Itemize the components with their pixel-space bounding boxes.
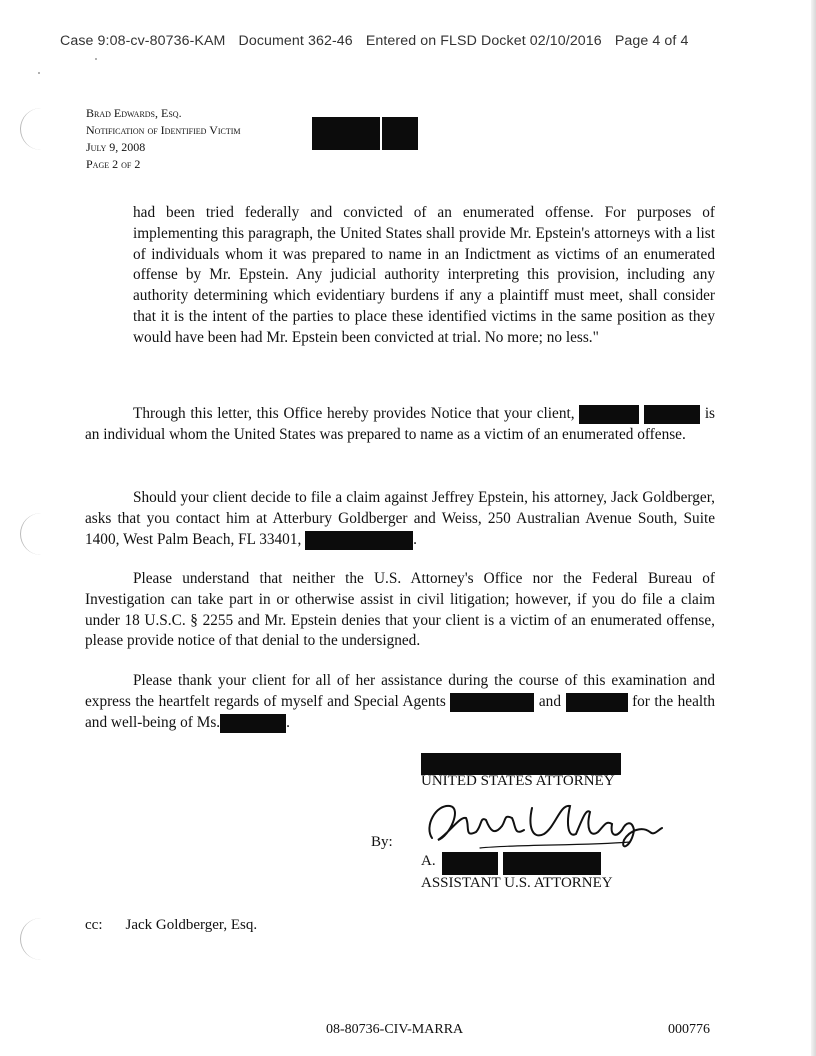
redaction-block (382, 117, 418, 150)
header-redaction (312, 117, 418, 150)
thanks-period: . (286, 713, 290, 731)
ausa-title: ASSISTANT U.S. ATTORNEY (421, 875, 613, 891)
ausa-name-redaction (442, 852, 498, 875)
cc-label: cc: (85, 917, 103, 933)
punch-hole-mark (20, 513, 43, 555)
page-count: Page 4 of 4 (614, 33, 689, 49)
case-number: Case 9:08-cv-80736-KAM (60, 33, 226, 49)
court-filing-header (60, 33, 698, 49)
thanks-text-end: for the health and well-being of Ms. (85, 692, 716, 731)
punch-hole-mark (20, 918, 43, 960)
quoted-agreement-text: had been tried federally and convicted of an enumerated offense. For purposes of implementing this paragraph, the United States shall provide Mr. Epstein's attorneys with a list of individuals whom it was prepared to name in an Indictment as victims of an enumerated offense by Mr. Epstein. Any judicial authority interpreting this provision, including any authority determining which evidentiary burdens if any a plaintiff must meet, shall consider that it is the intent of the parties to place these identified victims in the same position as they would have been had Mr. Epstein been convicted at trial. No more; no less." (133, 204, 715, 346)
thanks-text-start: Please thank your client for all of her assistance during the course of this examination and express the heartfelt regards of myself and Special Agents (85, 672, 715, 710)
thanks-text-and: and (538, 692, 561, 710)
docket-entry: Entered on FLSD Docket 02/10/2016 (365, 33, 602, 49)
thanks-paragraph (85, 671, 715, 733)
us-attorney-title: UNITED STATES ATTORNEY (421, 773, 615, 789)
redaction-block (644, 405, 700, 424)
cc-line (85, 917, 257, 934)
by-label: By: (371, 834, 393, 850)
document-number: Document 362-46 (238, 33, 353, 49)
ausa-name-redaction (503, 852, 601, 875)
scan-speck (95, 58, 97, 60)
bates-number: 000776 (668, 1022, 710, 1037)
claim-text: Should your client decide to file a claim against Jeffrey Epstein, his attorney, Jack Goldberger, asks that you contact him at Atterbury Goldberger and Weiss, 250 Australian Avenue South, Suite 1400, West Palm Beach, FL 33401, (85, 489, 715, 548)
claim-text-end: . (413, 530, 417, 548)
punch-hole-mark (20, 108, 43, 150)
footer-case-number: 08-80736-CIV-MARRA (326, 1022, 464, 1037)
notice-paragraph (85, 404, 715, 446)
redaction-block (450, 693, 534, 712)
recipient-line: Brad Edwards, Esq. (86, 106, 182, 120)
redaction-block (312, 117, 380, 150)
date-line: July 9, 2008 (86, 140, 146, 154)
redaction-block (305, 531, 413, 550)
claim-paragraph (85, 488, 715, 550)
page-edge-shadow (811, 0, 816, 1056)
us-attorney-name-redaction (421, 753, 621, 775)
notice-text-start: Through this letter, this Office hereby provides Notice that your client, (133, 405, 575, 422)
handwritten-signature (420, 796, 670, 856)
ausa-initial: A. (421, 853, 436, 869)
letter-header (86, 105, 241, 173)
redaction-block (220, 714, 286, 733)
subject-line: Notification of Identified Victim (86, 123, 241, 137)
cc-recipient: Jack Goldberger, Esq. (125, 917, 258, 933)
redaction-block (579, 405, 639, 424)
notice-text-end: is an individual whom the United States was prepared to name as a victim of an enumerated offense. (85, 405, 716, 443)
page-line: Page 2 of 2 (86, 157, 141, 171)
scan-speck (38, 72, 40, 74)
civil-litigation-paragraph: Please understand that neither the U.S. Attorney's Office nor the Federal Bureau of Investigation can take part in or otherwise assist in civil litigation; however, if you do file a claim under 18 U.S.C. § 2255 and Mr. Epstein denies that your client is a victim of an enumerated offense, please provide notice of that denial to the undersigned. (85, 570, 715, 650)
redaction-block (566, 693, 628, 712)
